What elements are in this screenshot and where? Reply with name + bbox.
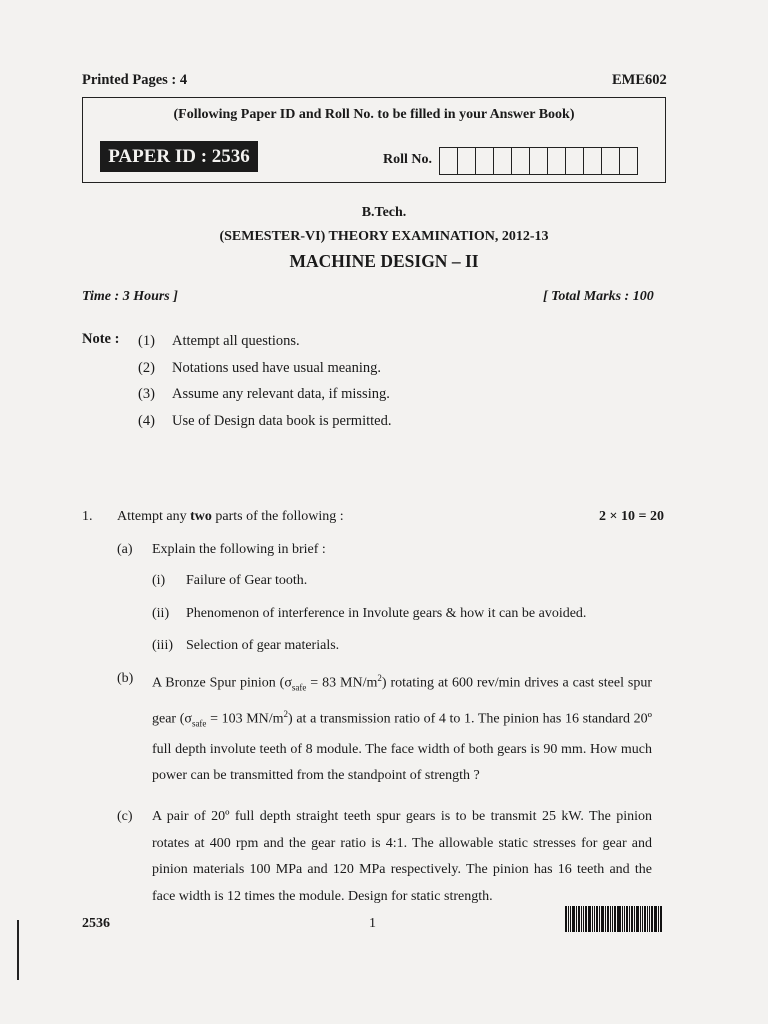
barcode-bar <box>607 906 609 932</box>
barcode <box>565 906 663 932</box>
part-a-item: (iii) Selection of gear materials. <box>152 638 340 653</box>
part-a-item: (ii) Phenomenon of interference in Involute gears & how it can be avoided. <box>152 606 587 621</box>
barcode-bar <box>605 906 606 932</box>
barcode-bar <box>649 906 650 932</box>
note-item: (3) Assume any relevant data, if missing. <box>138 386 390 402</box>
roll-number-cell[interactable] <box>512 148 530 174</box>
barcode-bar <box>581 906 582 932</box>
roll-number-cell[interactable] <box>458 148 476 174</box>
barcode-bar <box>617 906 618 932</box>
barcode-bar <box>624 906 625 932</box>
degree: B.Tech. <box>361 205 407 220</box>
roll-number-label: Roll No. <box>383 152 432 167</box>
total-marks: [ Total Marks : 100 <box>543 289 654 304</box>
barcode-bar <box>642 906 643 932</box>
barcode-bar <box>636 906 639 932</box>
barcode-bar <box>640 906 641 932</box>
question-number: 1. <box>82 509 93 524</box>
barcode-bar <box>614 906 616 932</box>
barcode-bar <box>576 906 577 932</box>
question-intro: Attempt any two parts of the following : <box>117 509 344 524</box>
barcode-bar <box>658 906 659 932</box>
question-marks: 2 × 10 = 20 <box>599 509 664 524</box>
part-b-label: (b) <box>117 671 134 686</box>
barcode-bar <box>647 906 648 932</box>
barcode-bar <box>572 906 575 932</box>
barcode-bar <box>592 906 593 932</box>
roll-number-cell[interactable] <box>440 148 458 174</box>
part-c-label: (c) <box>117 809 133 824</box>
barcode-bar <box>578 906 580 932</box>
barcode-bar <box>568 906 569 932</box>
note-list <box>138 333 538 433</box>
barcode-bar <box>610 906 611 932</box>
footer-paper-id: 2536 <box>82 916 110 931</box>
answer-book-note: (Following Paper ID and Roll No. to be filled in your Answer Book) <box>173 107 575 122</box>
barcode-bar <box>626 906 628 932</box>
paper-id-label: PAPER ID : 2536 <box>100 141 258 172</box>
barcode-bar <box>631 906 633 932</box>
barcode-bar <box>654 906 657 932</box>
barcode-bar <box>585 906 587 932</box>
barcode-bar <box>644 906 646 932</box>
roll-number-boxes[interactable] <box>439 147 638 175</box>
barcode-bar <box>618 906 621 932</box>
barcode-bar <box>629 906 630 932</box>
note-item: (4) Use of Design data book is permitted. <box>138 413 392 429</box>
roll-number-cell[interactable] <box>530 148 548 174</box>
roll-number-cell[interactable] <box>548 148 566 174</box>
margin-mark <box>17 920 19 980</box>
part-c-text: A pair of 20º full depth straight teeth spur gears is to be transmit 25 kW. The pinion rotates at 400 rpm and the gear ratio is 4:1. The allowable static stresses for gear and pinion materials 100 MPa and 120 MPa respectively. The pinion has 16 teeth and the face width is 12 times the module. Design for static strength. <box>152 809 652 904</box>
barcode-bar <box>601 906 604 932</box>
paper-id-box <box>82 97 666 183</box>
barcode-bar <box>583 906 584 932</box>
barcode-bar <box>565 906 567 932</box>
note-label: Note : <box>82 331 120 347</box>
course-code: EME602 <box>612 72 667 88</box>
barcode-bar <box>634 906 635 932</box>
barcode-bar <box>599 906 600 932</box>
barcode-bar <box>570 906 571 932</box>
barcode-bar <box>660 906 662 932</box>
part-a-item: (i) Failure of Gear tooth. <box>152 573 308 588</box>
roll-number-cell[interactable] <box>602 148 620 174</box>
note-item: (1) Attempt all questions. <box>138 333 300 349</box>
exam-session: (SEMESTER-VI) THEORY EXAMINATION, 2012-13 <box>219 229 549 244</box>
barcode-bar <box>588 906 591 932</box>
roll-number-cell[interactable] <box>494 148 512 174</box>
page-number: 1 <box>369 916 376 931</box>
roll-number-cell[interactable] <box>620 148 638 174</box>
barcode-bar <box>622 906 623 932</box>
part-b-text: A Bronze Spur pinion ($\sigma_{safe} = 83$ $MN/m^2$) rotating at 600 rev/min drives a cast steel spur gear ($\sigma_{safe} = 103$ $MN/m^2$) at a transmission ratio of 4 to 1. The pinion has 16 standard 20º full depth involute teeth of 8 module. The face width of both gears is 90 mm. How much power can be transmitted from the standpoint of strength ? <box>152 673 652 784</box>
barcode-bar <box>594 906 595 932</box>
printed-pages: Printed Pages : 4 <box>82 72 188 88</box>
barcode-bar <box>612 906 613 932</box>
part-a-text: Explain the following in brief : <box>152 542 326 557</box>
part-a-label: (a) <box>117 542 133 557</box>
barcode-bar <box>651 906 653 932</box>
roll-number-cell[interactable] <box>584 148 602 174</box>
note-item: (2) Notations used have usual meaning. <box>138 360 381 376</box>
exam-time: Time : 3 Hours ] <box>82 289 178 304</box>
roll-number-cell[interactable] <box>476 148 494 174</box>
roll-number-cell[interactable] <box>566 148 584 174</box>
barcode-bar <box>596 906 598 932</box>
subject-title: MACHINE DESIGN – II <box>289 251 479 271</box>
